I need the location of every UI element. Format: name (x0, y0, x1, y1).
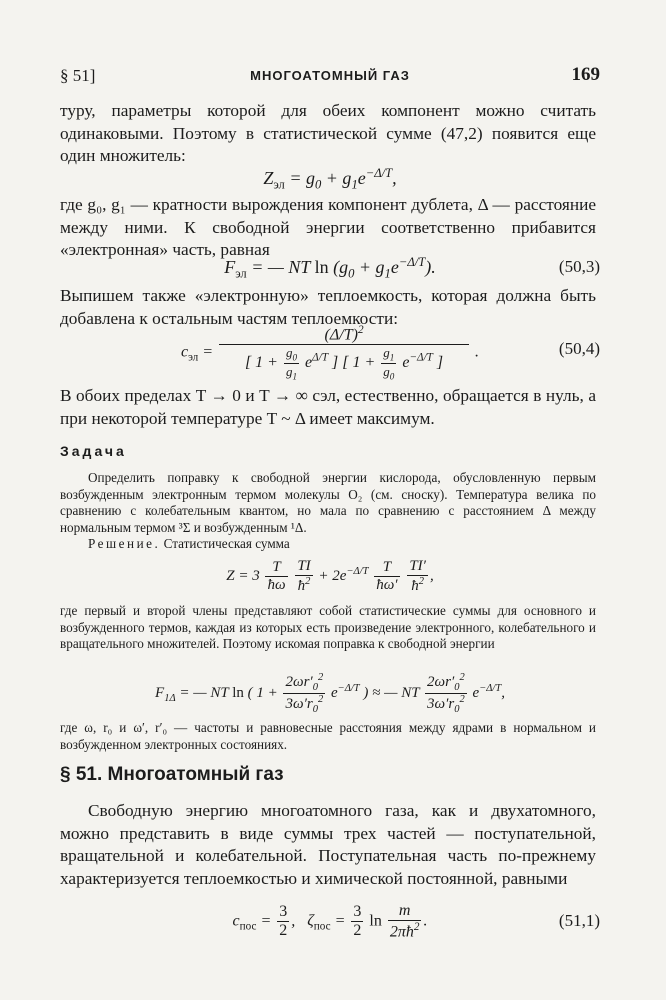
paragraph-limits: В обоих пределах T → 0 и T → ∞ cэл, естественно, обращается в нуль, а при некоторой температуре T ~ Δ имеет максимум. (60, 386, 596, 428)
equation-51-1: $c_{пос}$ = $\frac{3}{2}$ , $\zeta_{пос}$ = $\frac{3}{2}$ ln $\frac{m}{2\pi ħ^2}$ . (51,1) (232, 902, 600, 941)
equation-number: (50,3) (558, 257, 600, 276)
solution-label: Решение. (88, 536, 161, 551)
page-number: 169 (571, 64, 600, 85)
header-section-ref: § 51] (60, 66, 96, 85)
section-heading: § 51. Многоатомный газ (60, 764, 284, 785)
page-header (60, 64, 600, 92)
solution-explanation: где первый и второй члены представляют собой статистические суммы для основного и возбужденного термов, каждая из которых есть произведение электронного, колебательного и вращательного множителей. Поэтому искомая поправка к свободной энергии (60, 603, 596, 652)
equation-partition-sum: Z = 3 $\frac{T}{ħ\omega}$ $\frac{TI}{ħ^2}$ + $2e^{-\Delta/T}$ $\frac{T}{ħ\omega'}$ $\frac{TI'}{ħ^2}$ , (226, 558, 434, 594)
equation-number: (50,4) (558, 339, 600, 358)
header-chapter-title: МНОГОАТОМНЫЙ ГАЗ (250, 68, 410, 83)
equation-number: (51,1) (558, 911, 600, 930)
problem-heading: Задача (60, 443, 127, 459)
equation-free-energy-correction: $F_{1\Delta}$ = — NT ln ( 1 + $\frac{2\omega r'_0^2}{3\omega'r_0^2}$ $e^{-\Delta/T}$ ) ≈ — NT $\frac{2\omega r'_0^2}{3\omega'r_0^2}$ $e^{-\Delta/T}$, (155, 672, 505, 715)
solution-intro (60, 536, 596, 553)
equation-z-el: $Z_{эл} = g_0 + g_1e^{-\Delta/T}$, (263, 166, 397, 192)
paragraph-heat-capacity: Выпишем также «электронную» теплоемкость, которая должна быть добавлена к остальным частям теплоемкости: (60, 286, 596, 328)
paragraph-degeneracy: где g₀, g₁ — кратности вырождения компонент дублета, Δ — расстояние между ними. К свободной энергии соответственно прибавится «электронная» часть, равная (60, 195, 596, 259)
problem-statement: Определить поправку к свободной энергии кислорода, обусловленную первым возбужденным электронным термом молекулы O₂ (см. сноску). Температура велика по сравнению с колебательным квантом, но мала по сравнению с расстоянием Δ между нормальным термом ³Σ и возбужденным ¹Δ. (60, 470, 596, 535)
paragraph-continuation: туру, параметры которой для обеих компонент можно считать одинаковыми. Поэтому в статистической сумме (47,2) появится еще один множитель: (60, 101, 596, 165)
solution-closing: где ω, r₀ и ω′, r′₀ — частоты и равновесные расстояния между ядрами в нормальном и возбужденном электронных состояниях. (60, 720, 596, 752)
section-paragraph: Свободную энергию многоатомного газа, как и двухатомного, можно представить в виде суммы трех частей — поступательной, вращательной и колебательной. Поступательная часть по-прежнему характеризуется теплоемкостью и химической постоянной, равными (60, 801, 596, 888)
equation-50-3: $F_{эл}$ = — NT $\ln (g_0 + g_1e^{-\Delta/T})$. (50,3) (224, 255, 600, 281)
equation-50-4: $c_{эл}$ = $(\Delta/T)^2$ [ 1 + $\frac{g_0}{g_1}$ $e^{\Delta/T}$ ] [ 1 + $\frac{g_1}{g_0}$ $e^{-\Delta/T}$ ] . (50,4) (180, 324, 600, 382)
solution-text: Статистическая сумма (163, 536, 290, 551)
